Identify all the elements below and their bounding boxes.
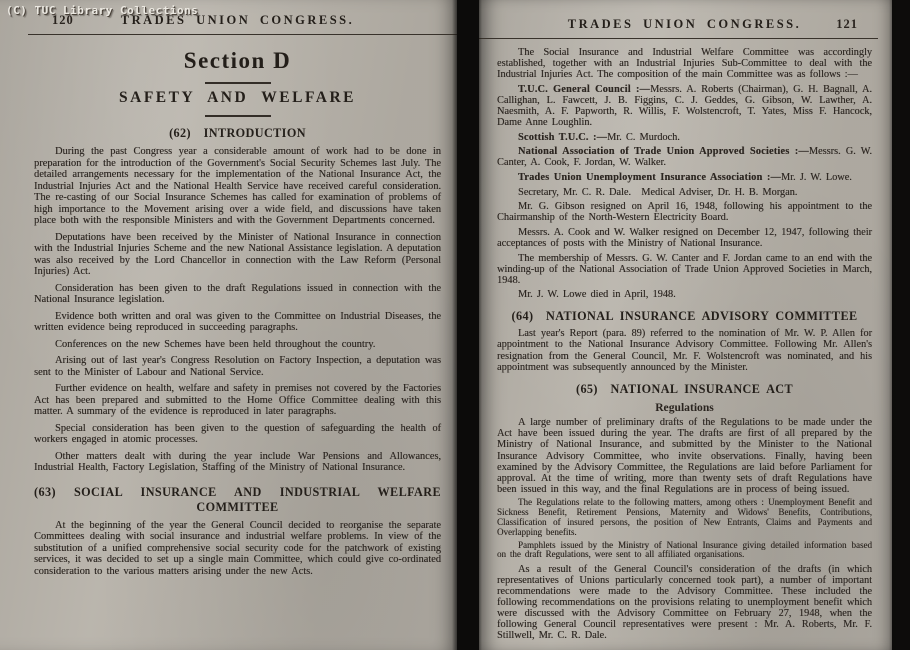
paragraph: A large number of preliminary drafts of the Regulations to be made under the Act have been issued during the year. The drafts are first of all prepared by the Ministry of National Insurance, and submitted by the Minister to the National Insurance Advisory Committee, who invite observations. Finally, having been examined by the Advisory Committee, the Regulations are laid before Parliament for approval. At the time of writing, more than twenty sets of draft Regulations have been issued in this way, and the final Regulations are in process of being issued. bbox=[497, 417, 872, 495]
heading-64-advisory-committee: (64) NATIONAL INSURANCE ADVISORY COMMITTEE bbox=[511, 309, 858, 324]
paragraph: At the beginning of the year the General Council decided to reorganise the separate Committees dealing with social insurance and industrial welfare problems. In view of the substitution of a unified comprehensive social security code for the patchwork of existing services, it was decided to set up a single main Committee, which could give co-ordinated consideration to the various matters arising under the new Acts. bbox=[34, 519, 441, 577]
divider-rule bbox=[205, 115, 271, 117]
paragraph: Secretary, Mr. C. R. Dale. Medical Adviser, Dr. H. B. Morgan. bbox=[518, 186, 798, 198]
paragraph: Mr. J. W. Lowe died in April, 1948. bbox=[518, 289, 676, 301]
paragraph: Conferences on the new Schemes have been held throughout the country. bbox=[55, 338, 376, 350]
committee-entry-members: Mr. J. W. Lowe. bbox=[780, 171, 852, 183]
committee-entry-members: Messrs. A. Roberts (Chairman), G. H. Bagnall, A. Callighan, L. Fawcett, J. B. Figgins, C. J. Geddes, G. Gibson, W. Lawther, A. Naesmith, A. F. Papworth, R. Willis, F. Wolstencroft, T. Yates, Miss F. Hancock, Dame Anne Loughlin. bbox=[497, 83, 873, 129]
committee-entry-lead: Trades Union Unemployment Insurance Association :— bbox=[518, 171, 781, 183]
running-title-right: TRADES UNION CONGRESS. bbox=[567, 17, 802, 31]
paragraph: Consideration has been given to the draft Regulations issued in connection with the National Insurance legislation. bbox=[34, 282, 441, 305]
paragraph: Special consideration has been given to the question of safeguarding the health of workers engaged in atomic processes. bbox=[34, 422, 441, 445]
divider-rule bbox=[205, 82, 271, 84]
committee-entry-lead: T.U.C. General Council :— bbox=[518, 83, 651, 95]
heading-65-national-insurance-act: (65) NATIONAL INSURANCE ACT bbox=[575, 381, 793, 396]
paragraph: The membership of Messrs. G. W. Canter and F. Jordan came to an end with the winding-up of the National Association of Trade Union Approved Societies in March, 1948. bbox=[497, 252, 872, 286]
header-rule-left bbox=[28, 34, 457, 35]
page-header-right bbox=[497, 17, 872, 34]
committee-entry bbox=[497, 132, 872, 143]
committee-entry bbox=[497, 84, 872, 128]
committee-entry-lead: Scottish T.U.C. :— bbox=[518, 131, 608, 143]
heading-63-line1: (63) SOCIAL INSURANCE AND INDUSTRIAL WELFARE bbox=[34, 484, 441, 499]
page-number-right: 121 bbox=[836, 17, 858, 31]
paragraph-small: The Regulations relate to the following matters, among others : Unemployment Benefit and Sickness Benefit, Retirement Pensions, Maternity and Widows' Benefits, Contributions, Classification of insured persons, the position of New Entrants, Claims and Payments and Overlapping benefits. bbox=[497, 497, 872, 537]
paragraph: Evidence both written and oral was given to the Committee on Industrial Diseases, the written evidence being reproduced in succeeding paragraphs. bbox=[34, 310, 441, 333]
committee-entry-lead: National Association of Trade Union Approved Societies :— bbox=[518, 146, 809, 158]
heading-65-regulations: Regulations bbox=[655, 400, 714, 414]
committee-entry-members: Messrs. G. W. Canter, A. Cook, F. Jordan, W. Walker. bbox=[497, 146, 872, 169]
heading-62-introduction: (62) INTRODUCTION bbox=[169, 126, 306, 140]
committee-entry bbox=[497, 172, 872, 183]
paragraph: Further evidence on health, welfare and safety in premises not covered by the Factories Act has been prepared and submitted to the Home Office Committee dealing with this matter. A summary of the evidence is reproduced in later paragraphs. bbox=[34, 383, 441, 417]
paragraph: Last year's Report (para. 89) referred to the nomination of Mr. W. P. Allen for appointment to the National Insurance Advisory Committee. Following Mr. Allen's resignation from the General Council, Mr. F. Wolstencroft was nominated, and his appointment was subsequently announced by the Minister. bbox=[497, 328, 872, 373]
heading-63-social-insurance-committee bbox=[34, 485, 441, 515]
paragraph: As a result of the General Council's consideration of the drafts (in which representatives of Unions particularly concerned took part), a number of important recommendations were made to the Advisory Committee. These included the following recommendations on the provisions relating to unemployment benefit which were discussed with the Advisory Committee on February 27, 1948, when the following General Council representatives were present : Mr. A. Roberts, Mr. F. Stillwell, Mr. C. R. Dale. bbox=[497, 563, 872, 642]
section-subtitle: SAFETY AND WELFARE bbox=[119, 89, 356, 106]
page-number-left: 120 bbox=[52, 13, 74, 27]
section-title: Section D bbox=[183, 48, 292, 73]
paragraph: Deputations have been received by the Minister of National Insurance in connection with the Industrial Injuries Scheme and the new National Assistance legislation. A deputation was also received by the Lord Chancellor in connection with the Law Reform (Personal Injuries) Act. bbox=[34, 231, 441, 277]
paragraph: Arising out of last year's Congress Resolution on Factory Inspection, a deputation was sent to the Minister of Labour and National Service. bbox=[34, 355, 441, 378]
committee-entry bbox=[497, 146, 872, 168]
paragraph: During the past Congress year a considerable amount of work had to be done in preparation for the introduction of the Government's Social Security Schemes last July. The detailed arrangements necessary for the implementation of the National Insurance Act, the Industrial Injuries Act and the National Health Service have received careful consideration. The re-casting of our Social Insurance Schemes has called for examination of problems of high importance to the Movement arising over a wide field, and discussions have taken place both with the responsible Ministers and with the Government Departments concerned. bbox=[34, 146, 441, 226]
header-rule-right bbox=[479, 38, 878, 39]
paragraph: The Social Insurance and Industrial Welfare Committee was accordingly established, together with an Industrial Injuries Sub-Committee to deal with the Industrial Injuries Act. The composition of the main Committee was as follows :— bbox=[497, 47, 872, 81]
paragraph: Messrs. A. Cook and W. Walker resigned on December 12, 1947, following their acceptances of posts with the Ministry of National Insurance. bbox=[497, 226, 872, 249]
committee-entry-members: Mr. C. Murdoch. bbox=[607, 131, 680, 143]
watermark-copyright: (C) TUC Library Collections bbox=[6, 4, 199, 17]
paragraph: Mr. G. Gibson resigned on April 16, 1948, following his appointment to the Chairmanship of the North-Western Electricity Board. bbox=[497, 201, 872, 224]
paragraph: Other matters dealt with during the year include War Pensions and Allowances, Industrial Health, Factory Legislation, Staffing of the Ministry of National Insurance. bbox=[34, 450, 441, 473]
page-right bbox=[479, 0, 892, 650]
scan-edge-right bbox=[889, 0, 910, 650]
running-title-left: TRADES UNION CONGRESS. bbox=[120, 13, 355, 27]
paragraph-small: Pamphlets issued by the Ministry of National Insurance giving detailed information based on the draft Regulations, were sent to all affiliated organisations. bbox=[497, 539, 872, 560]
heading-63-line2: COMMITTEE bbox=[196, 499, 279, 514]
